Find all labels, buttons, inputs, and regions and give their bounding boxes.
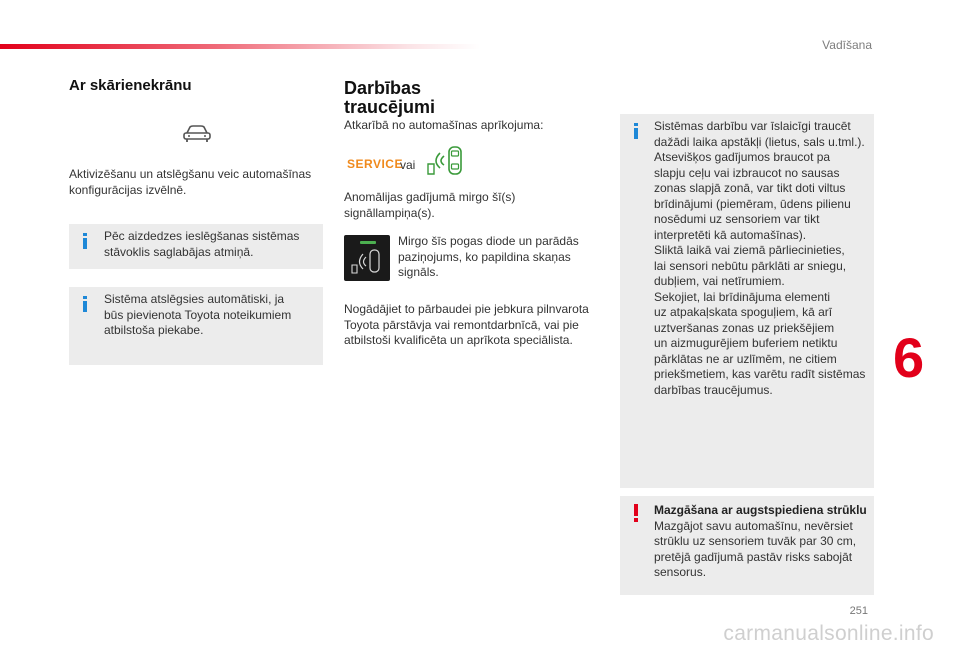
- warning-title: Mazgāšana ar augstspiediena strūklu: [654, 503, 867, 517]
- info-icon: [82, 296, 88, 312]
- indicator-led: [360, 241, 376, 244]
- warning-icon: [633, 504, 639, 522]
- touchscreen-heading: Ar skārienekrānu: [69, 77, 192, 94]
- equipment-note: Atkarībā no automašīnas aprīkojuma:: [344, 118, 544, 132]
- chapter-number: 6: [893, 326, 925, 389]
- blind-spot-warning-icon: [424, 144, 468, 180]
- info-box-trailer: Sistēma atslēgsies automātiski, ja būs pievienota Toyota noteikumiem atbilstoša piekabe.: [69, 287, 323, 365]
- info-box-weather: Sistēmas darbību var īslaicīgi traucēt dažādi laika apstākļi (lietus, sals u.tml.). Atsevišķos gadījumos braucot pa slapju ceļu vai izbraucot no sausas zonas slapjā zonā, var tikt doti viltus brīdinājumi (piemēram, ūdens pilienu nosēdumi uz sensoriem var tikt interpretēti kā automašīnas). Sliktā laikā vai ziemā pārliecinieties, lai sensori nebūtu pārklāti ar sniegu, dubļiem, vai netīrumiem. Sekojiet, lai brīdinājuma elementi uz atpakaļskata spoguļiem, kā arī uztveršanas zonas uz priekšējiem un aizmugurējiem buferiem netiktu pārklātas ne ar uzlīmēm, ne citiem priekšmetiem, kas varētu radīt sistēmas darbības traucējumus.: [620, 114, 874, 488]
- warning-box-washing: Mazgāšana ar augstspiediena strūklu Mazgājot savu automašīnu, nevērsiet strūklu uz sensoriem tuvāk par 30 cm, pretējā gadījumā pastāv risks sabojāt sensorus.: [620, 496, 874, 595]
- info-icon: [633, 123, 639, 139]
- button-flash-text: Mirgo šīs pogas diode un parādās paziņojums, ko papildina skaņas signāls.: [398, 234, 579, 279]
- header-accent-bar: [0, 44, 480, 49]
- info-icon: [82, 233, 88, 249]
- or-text: vai: [400, 158, 416, 172]
- service-warning-lamp: SERVICE: [347, 157, 403, 171]
- blind-spot-button-icon: [344, 235, 390, 281]
- watermark: carmanualsonline.info: [723, 622, 934, 645]
- page-number: 251: [849, 605, 868, 617]
- section-label: Vadīšana: [822, 38, 872, 52]
- car-icon: [180, 124, 214, 144]
- malfunctions-heading: Darbības traucējumi: [344, 78, 436, 117]
- info-box-memory: Pēc aizdedzes ieslēgšanas sistēmas stāvoklis saglabājas atmiņā.: [69, 224, 323, 269]
- dealer-check-text: Nogādājiet to pārbaudei pie jebkura pilnvarota Toyota pārstāvja vai remontdarbnīcā, vai pie atbilstoši kvalificēta un aprīkota speciālista.: [344, 302, 589, 347]
- anomaly-text: Anomālijas gadījumā mirgo šī(s) signāllampiņa(s).: [344, 190, 516, 220]
- touchscreen-intro: Aktivizēšanu un atslēgšanu veic automašīnas konfigurācijas izvēlnē.: [69, 167, 312, 197]
